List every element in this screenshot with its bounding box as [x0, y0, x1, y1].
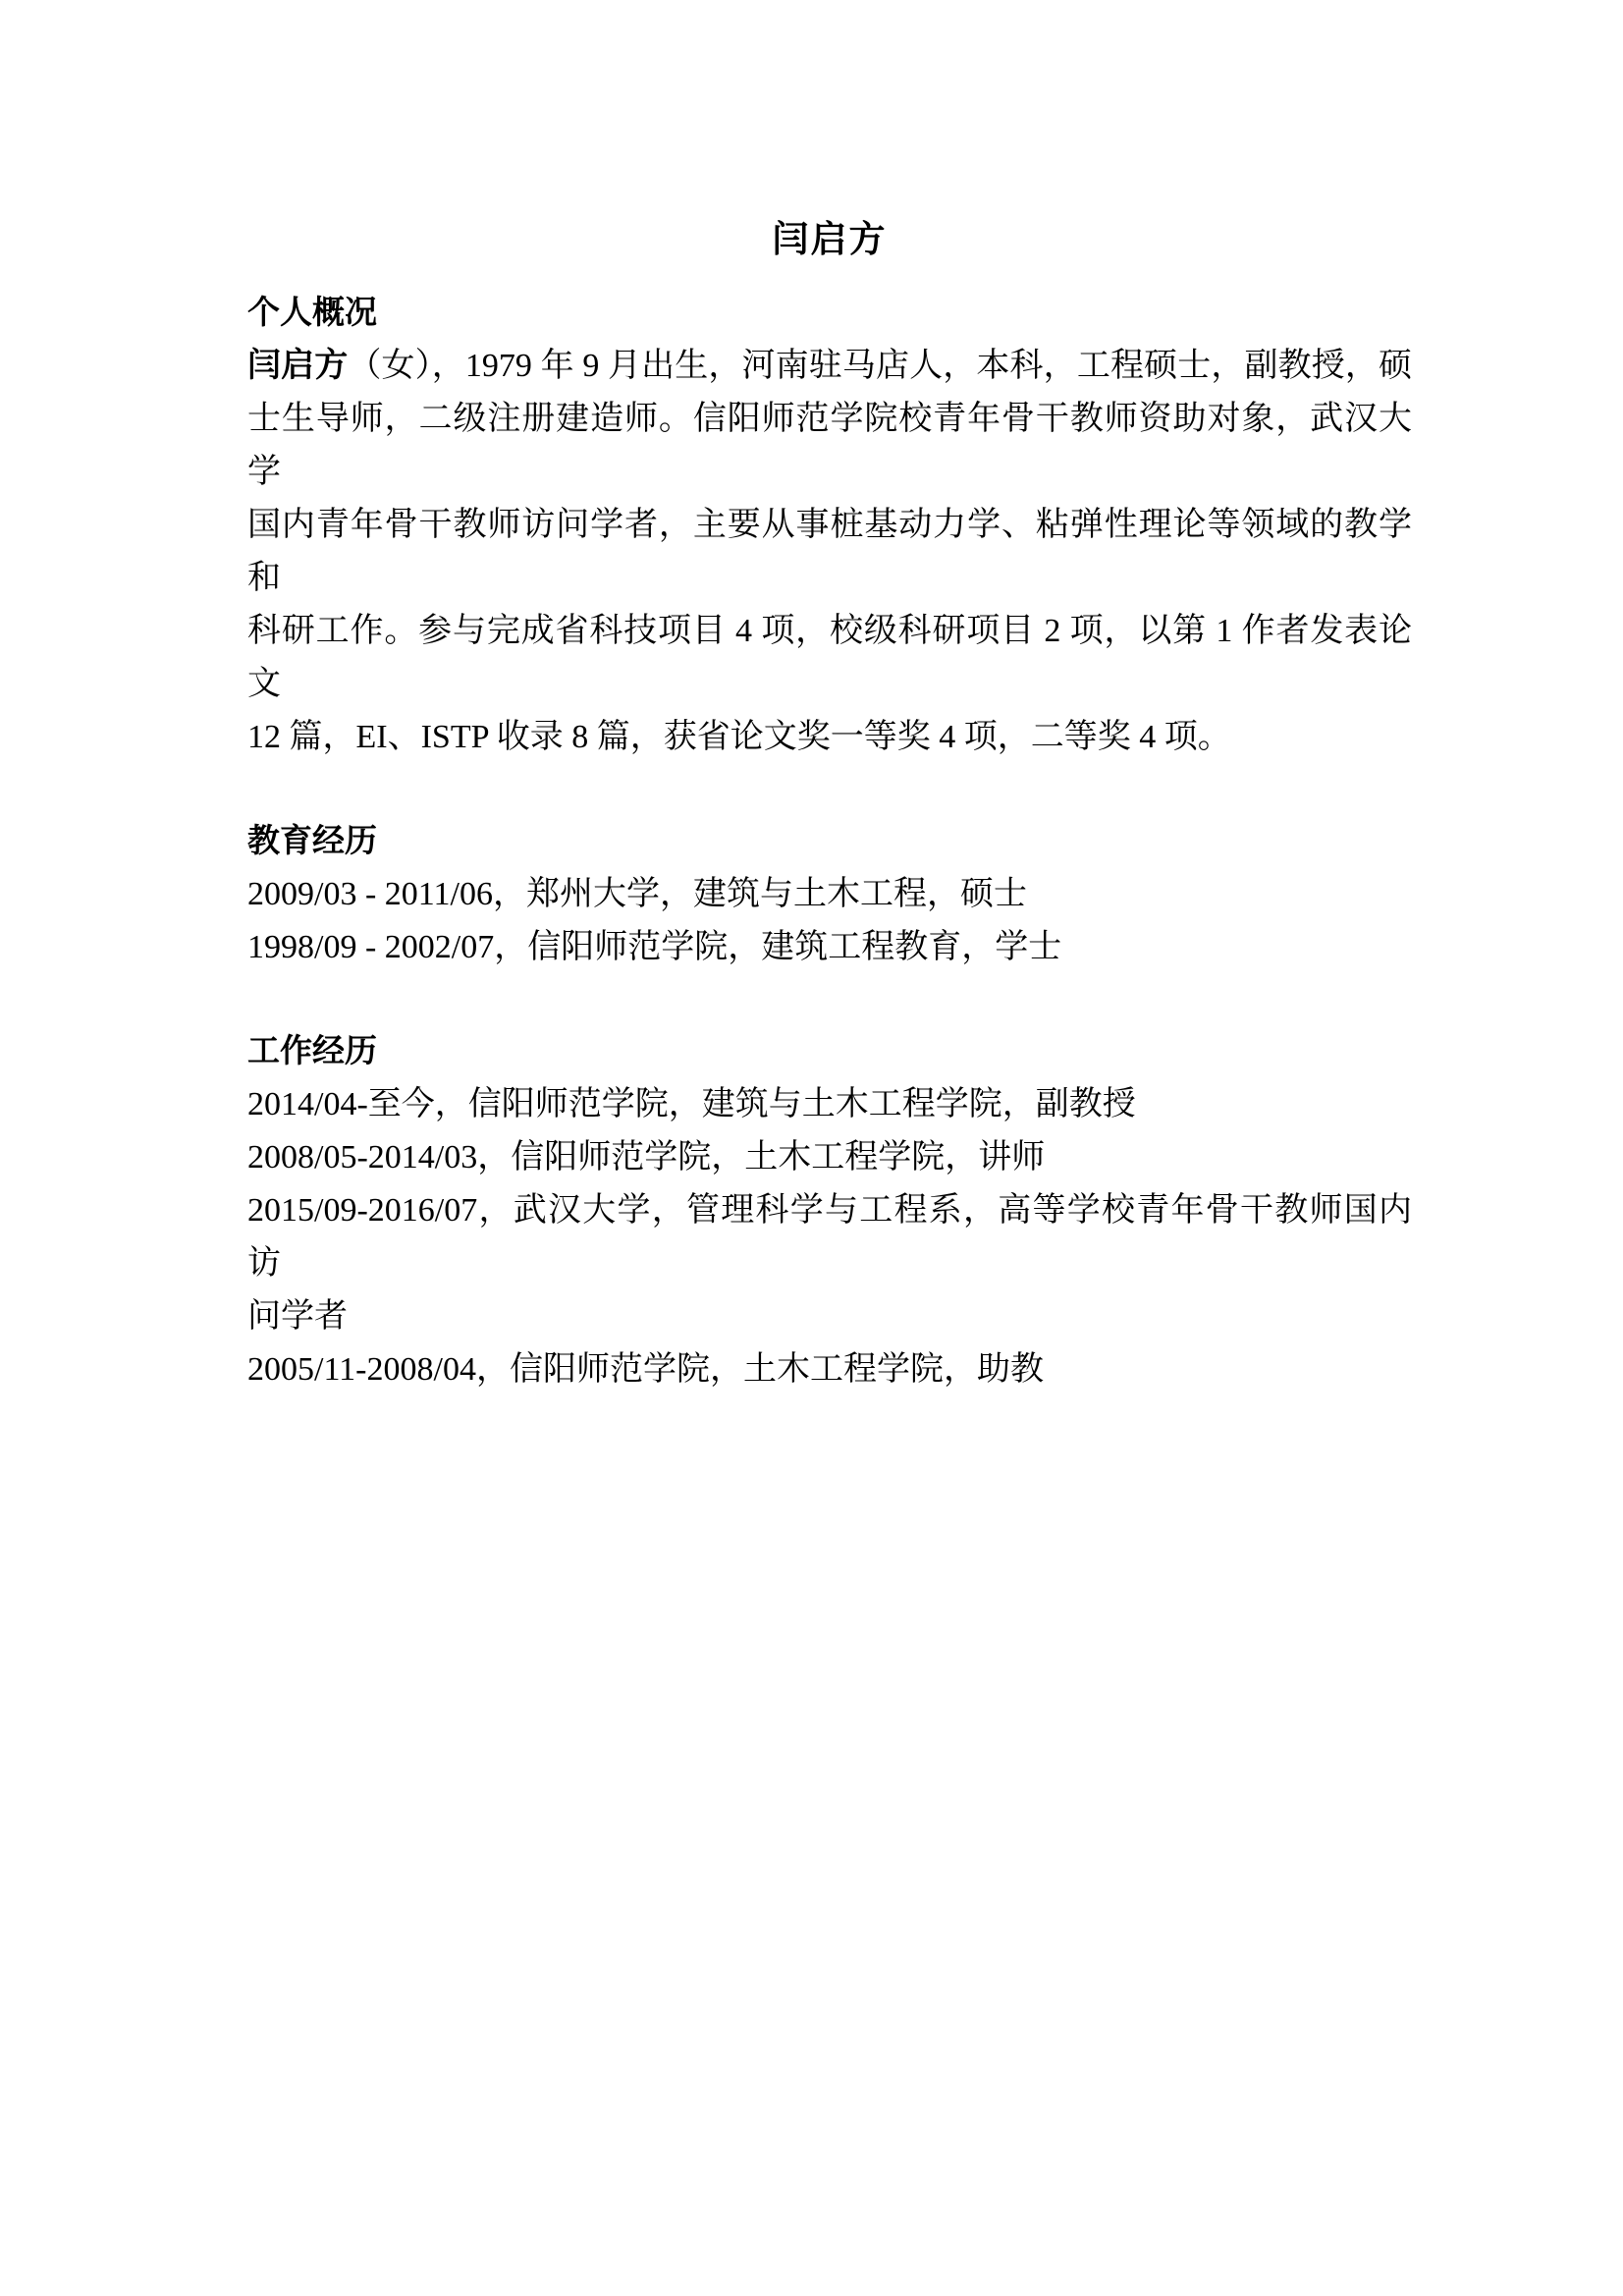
work-item-continuation: 问学者: [247, 1298, 348, 1335]
profile-name-bold: 闫启方: [247, 348, 349, 384]
work-item: 2014/04-至今，信阳师范学院，建筑与土木工程学院，副教授: [247, 1086, 1136, 1122]
profile-paragraph-line: 科研工作。参与完成省科技项目 4 项，校级科研项目 2 项，以第 1 作者发表论文: [247, 613, 1412, 702]
profile-line-1-rest: （女），1979 年 9 月出生，河南驻马店人，本科，工程硕士，副教授，硕: [348, 348, 1413, 384]
document-title: 闫启方: [772, 220, 888, 260]
profile-paragraph-line: 士生导师，二级注册建造师。信阳师范学院校青年骨干教师资助对象，武汉大学: [247, 401, 1412, 490]
work-item: 2005/11-2008/04，信阳师范学院，土木工程学院，助教: [247, 1351, 1044, 1388]
section-heading-education: 教育经历: [247, 824, 377, 859]
work-item: 2008/05-2014/03，信阳师范学院，土木工程学院，讲师: [247, 1139, 1046, 1175]
profile-paragraph-line: [247, 340, 1412, 393]
section-heading-work-experience: 工作经历: [247, 1034, 377, 1069]
profile-paragraph-line: 国内青年骨干教师访问学者，主要从事桩基动力学、粘弹性理论等领域的教学和: [247, 507, 1412, 596]
education-item: 1998/09 - 2002/07，信阳师范学院，建筑工程教育，学士: [247, 929, 1062, 965]
work-item: 2015/09-2016/07，武汉大学，管理科学与工程系，高等学校青年骨干教师国内访: [247, 1192, 1412, 1282]
section-heading-personal-profile: 个人概况: [247, 296, 377, 331]
profile-paragraph-line: 12 篇，EI、ISTP 收录 8 篇，获省论文奖一等奖 4 项，二等奖 4 项。: [247, 719, 1231, 755]
education-item: 2009/03 - 2011/06，郑州大学，建筑与土木工程，硕士: [247, 876, 1027, 912]
